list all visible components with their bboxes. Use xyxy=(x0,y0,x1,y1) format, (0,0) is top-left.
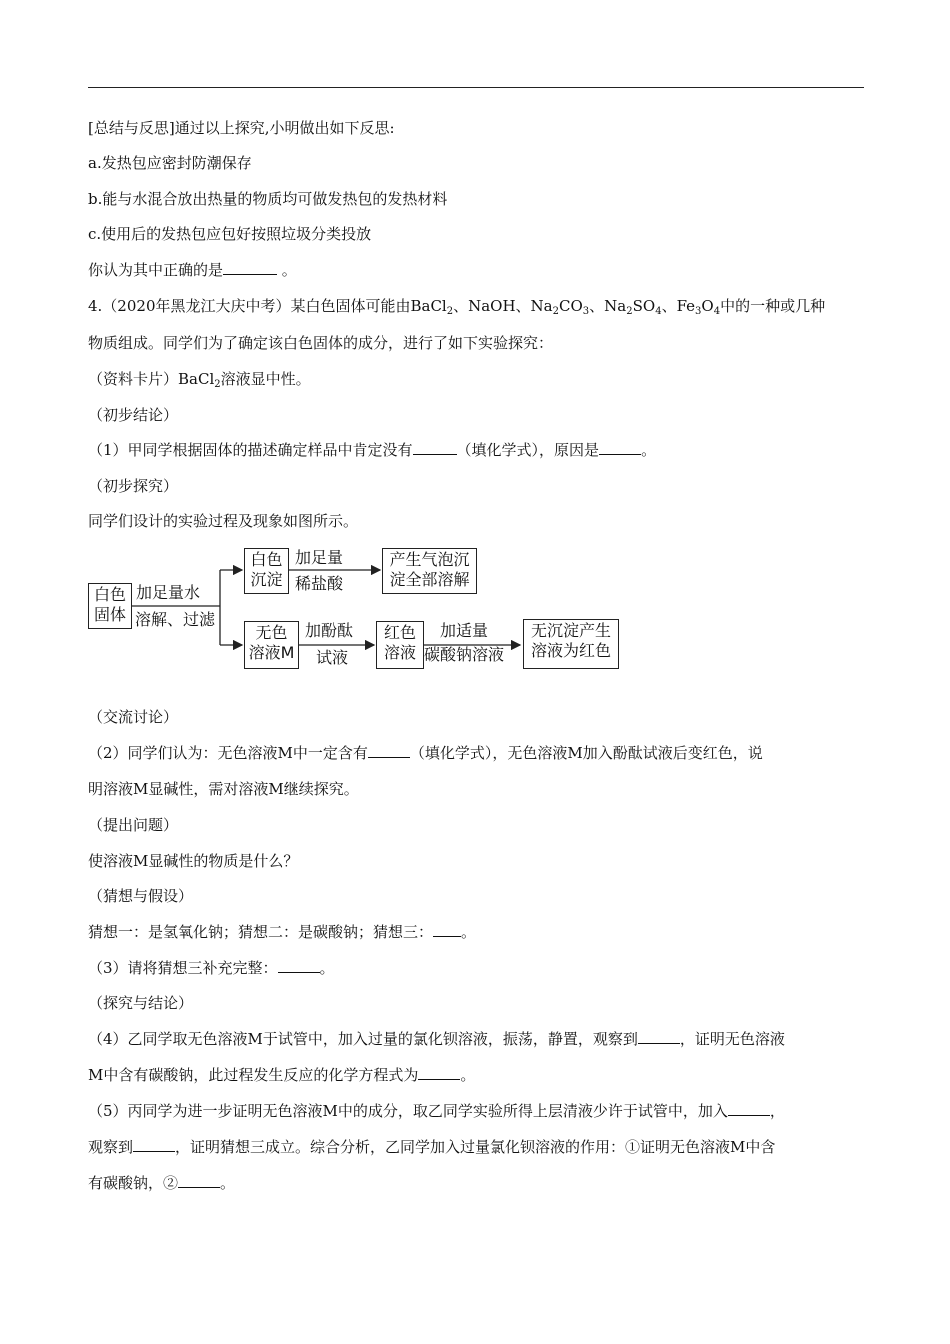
q2-text-a: （2）同学们认为：无色溶液M中一定含有 xyxy=(88,744,368,762)
question-3 xyxy=(88,958,335,978)
box-result-bubbles-line2: 淀全部溶解 xyxy=(389,570,470,589)
label-dilute-hcl: 稀盐酸 xyxy=(295,574,344,593)
sub-2: 2 xyxy=(446,306,454,317)
sub-4: 4 xyxy=(655,306,662,317)
box-white-solid-line1: 白色 xyxy=(93,585,126,604)
hypotheses-text: 猜想一：是氢氧化钠；猜想二：是碳酸钠；猜想三： xyxy=(88,923,434,941)
q5-part-f: 。 xyxy=(220,1174,236,1192)
q5-part-e: 有碳酸钠，② xyxy=(88,1174,179,1192)
label-sodium-carbonate: 碳酸钠溶液 xyxy=(424,645,505,664)
heading-explore-conclude: （探究与结论） xyxy=(88,994,194,1012)
box-white-precipitate-line1: 白色 xyxy=(250,550,283,569)
box-result2-line2: 溶液为红色 xyxy=(530,641,611,660)
box-red-line2: 溶液 xyxy=(383,643,416,662)
q3-end: 。 xyxy=(319,959,335,977)
label-add-phenolphthalein: 加酚酞 xyxy=(305,621,354,640)
sub-2: 2 xyxy=(214,379,221,390)
q1-text-a: （1）甲同学根据固体的描述确定样品中肯定没有 xyxy=(88,441,413,459)
box-result-no-precipitate xyxy=(523,619,619,669)
data-card-b: 溶液显中性。 xyxy=(220,370,311,388)
sub-3: 3 xyxy=(582,306,590,317)
q3-blank[interactable] xyxy=(278,958,320,973)
box-result-bubbles-line1: 产生气泡沉 xyxy=(389,550,470,569)
question-1 xyxy=(88,440,656,460)
q4-text-h: 中的一种或几种 xyxy=(720,297,826,315)
header-rule xyxy=(88,87,864,88)
q4-text-b: 、NaOH、Na xyxy=(453,297,553,315)
reflection-c: c.使用后的发热包应包好按照垃圾分类投放 xyxy=(88,225,372,243)
question-5-line3 xyxy=(88,1173,235,1193)
reflection-a: a.发热包应密封防潮保存 xyxy=(88,154,252,172)
q2-blank[interactable] xyxy=(368,743,410,758)
hypotheses xyxy=(88,922,476,942)
q5-blank-1[interactable] xyxy=(728,1101,770,1116)
hypotheses-end: 。 xyxy=(461,923,477,941)
heading-discussion: （交流讨论） xyxy=(88,708,179,726)
label-add-appropriate: 加适量 xyxy=(440,621,489,640)
label-add-water: 加足量水 xyxy=(136,583,201,602)
sub-2: 2 xyxy=(626,306,633,317)
raised-question: 使溶液M显碱性的物质是什么？ xyxy=(88,852,299,870)
answer-prompt-end: 。 xyxy=(281,261,297,279)
answer-prompt-text: 你认为其中正确的是 xyxy=(88,261,224,279)
question-5-line2 xyxy=(88,1137,775,1157)
q4-text-e: SO xyxy=(632,297,656,315)
q4-blank-1[interactable] xyxy=(638,1029,680,1044)
box-white-solid-line2: 固体 xyxy=(93,605,126,624)
box-red-solution xyxy=(376,621,424,669)
q1-blank-2[interactable] xyxy=(599,440,641,455)
q4-part-c: M中含有碳酸钠，此过程发生反应的化学方程式为 xyxy=(88,1066,419,1084)
question-4-line2: 物质组成。同学们为了确定该白色固体的成分，进行了如下实验探究： xyxy=(88,334,554,352)
sub-4: 4 xyxy=(713,306,721,317)
answer-blank[interactable] xyxy=(223,260,277,275)
diagram-intro: 同学们设计的实验过程及现象如图所示。 xyxy=(88,512,359,530)
box-white-precipitate xyxy=(244,548,289,594)
box-colorless-line2: 溶液M xyxy=(248,643,295,662)
q1-text-c: 。 xyxy=(641,441,657,459)
heading-hypothesis: （猜想与假设） xyxy=(88,887,194,905)
box-result2-line1: 无沉淀产生 xyxy=(530,621,611,640)
q5-blank-3[interactable] xyxy=(178,1173,220,1188)
reflection-b: b.能与水混合放出热量的物质均可做发热包的发热材料 xyxy=(88,190,448,208)
box-white-precipitate-line2: 沉淀 xyxy=(250,570,283,589)
q4-text-a: 4.（2020年黑龙江大庆中考）某白色固体可能由BaCl xyxy=(88,297,447,315)
q4-text-f: 、Fe xyxy=(661,297,696,315)
q5-part-a: （5）丙同学为进一步证明无色溶液M中的成分，取乙同学实验所得上层清液少许于试管中，加入 xyxy=(88,1102,728,1120)
q4-part-b: ，证明无色溶液 xyxy=(679,1030,785,1048)
q4-text-g: O xyxy=(701,297,714,315)
q4-blank-2[interactable] xyxy=(418,1065,460,1080)
box-result-bubbles xyxy=(382,548,477,594)
heading-raise-question: （提出问题） xyxy=(88,816,179,834)
heading-preliminary-conclusion: （初步结论） xyxy=(88,406,179,424)
q1-text-b: （填化学式），原因是 xyxy=(456,441,600,459)
question-4 xyxy=(88,1029,785,1049)
q4-text-d: 、Na xyxy=(589,297,627,315)
sub-2: 2 xyxy=(552,306,559,317)
box-colorless-line1: 无色 xyxy=(255,623,288,642)
q1-blank-1[interactable] xyxy=(413,440,457,455)
q5-part-c: 观察到 xyxy=(88,1138,134,1156)
q4-text-c: CO xyxy=(559,297,583,315)
data-card xyxy=(88,369,311,389)
q5-part-d: ，证明猜想三成立。综合分析，乙同学加入过量氯化钡溶液的作用：①证明无色溶液M中含 xyxy=(175,1138,776,1156)
hypothesis-blank[interactable] xyxy=(433,922,461,937)
q4-part-a: （4）乙同学取无色溶液M于试管中，加入过量的氯化钡溶液，振荡，静置，观察到 xyxy=(88,1030,638,1048)
summary-heading: [总结与反思]通过以上探究,小明做出如下反思: xyxy=(88,119,395,137)
box-white-solid xyxy=(88,583,132,629)
box-red-line1: 红色 xyxy=(383,623,416,642)
label-test-solution: 试液 xyxy=(316,648,349,667)
box-colorless-solution xyxy=(244,621,299,669)
question-5 xyxy=(88,1101,785,1121)
answer-prompt xyxy=(88,260,297,280)
question-4-intro xyxy=(88,296,825,316)
q3-text: （3）请将猜想三补充完整： xyxy=(88,959,278,977)
q5-part-b: ， xyxy=(769,1102,785,1120)
heading-preliminary-exploration: （初步探究） xyxy=(88,477,179,495)
question-4-line2 xyxy=(88,1065,475,1085)
question-2 xyxy=(88,743,763,763)
q5-blank-2[interactable] xyxy=(133,1137,175,1152)
data-card-a: （资料卡片）BaCl xyxy=(88,370,215,388)
label-dissolve-filter: 溶解、过滤 xyxy=(135,610,216,629)
q2-text-b: （填化学式），无色溶液M加入酚酞试液后变红色，说 xyxy=(409,744,763,762)
question-2-line2: 明溶液M显碱性，需对溶液M继续探究。 xyxy=(88,780,359,798)
sub-3: 3 xyxy=(695,306,702,317)
label-add-hcl: 加足量 xyxy=(295,548,344,567)
q4-part-d: 。 xyxy=(460,1066,476,1084)
